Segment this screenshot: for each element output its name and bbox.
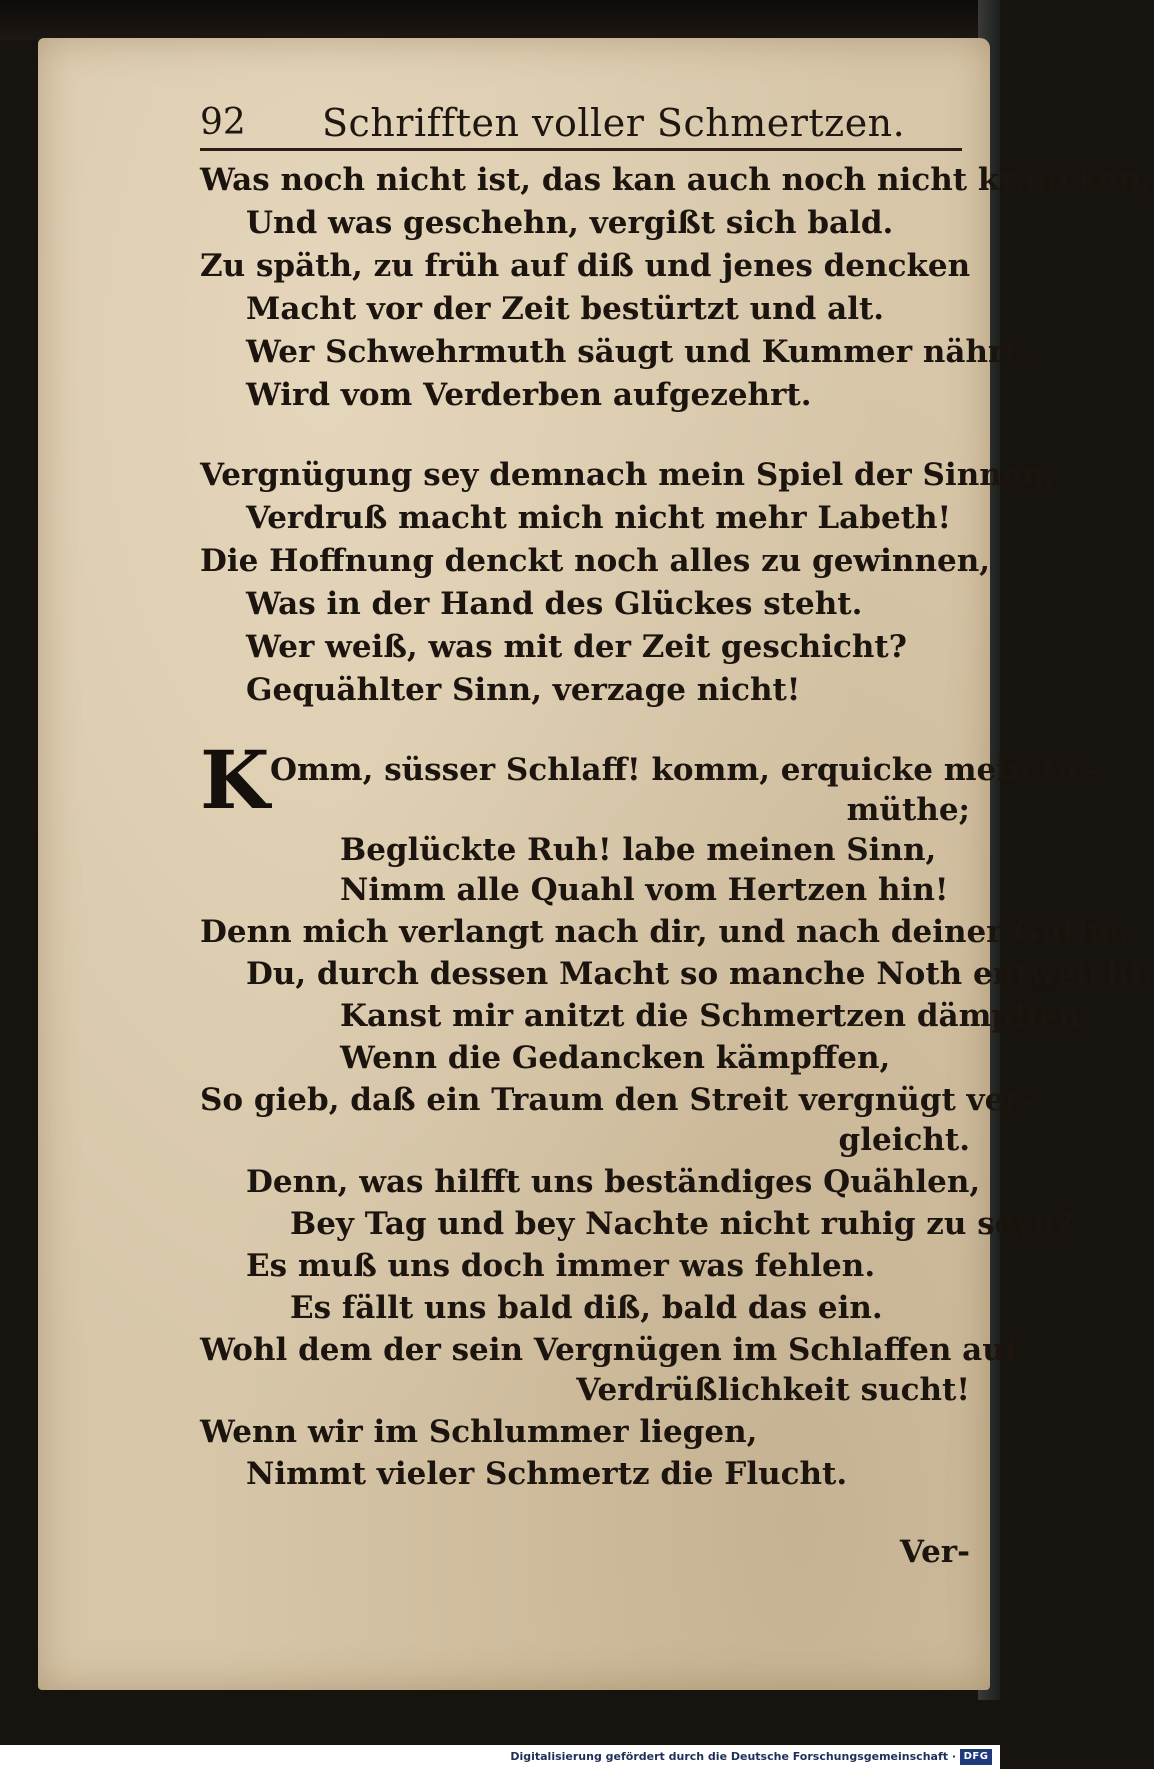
poem-line: Verdruß macht mich nicht mehr Labeth! <box>246 500 952 536</box>
poem-line: Omm, süsser Schlaff! komm, erquicke mein Ge- <box>270 752 1101 788</box>
poem-line: Es fällt uns bald diß, bald das ein. <box>290 1290 883 1326</box>
poem-line: Denn mich verlangt nach dir, und nach deiner Güthe. <box>200 914 1130 950</box>
poem-line: Wird vom Verderben aufgezehrt. <box>246 377 812 413</box>
poem-line: Bey Tag und bey Nachte nicht ruhig zu seyn? <box>290 1206 1074 1242</box>
poem-line: Du, durch dessen Macht so manche Noth entweicht, <box>246 956 1154 992</box>
poem-line-runover: Verdrüßlichkeit sucht! <box>576 1372 970 1408</box>
poem-line: Zu späth, zu früh auf diß und jenes dencken <box>200 248 971 284</box>
poem-line: Vergnügung sey demnach mein Spiel der Sinnen; <box>200 457 1056 493</box>
poem-line: Nimm alle Quahl vom Hertzen hin! <box>340 872 949 908</box>
drop-cap: K <box>200 733 270 827</box>
poem-line: Es muß uns doch immer was fehlen. <box>246 1248 876 1284</box>
poem-line: So gieb, daß ein Traum den Streit vergnügt ver- <box>200 1082 1034 1118</box>
poem-line: Kanst mir anitzt die Schmertzen dämpffen. <box>340 998 1092 1034</box>
poem-line: Beglückte Ruh! labe meinen Sinn, <box>340 832 937 868</box>
poem-line: Was noch nicht ist, das kan auch noch nicht krancken, <box>200 162 1152 198</box>
poem-line: Wenn wir im Schlummer liegen, <box>200 1414 758 1450</box>
poem-line: Wohl dem der sein Vergnügen im Schlaffen auf <box>200 1332 1019 1368</box>
poem-line-runover: müthe; <box>846 792 970 828</box>
poem-line: Macht vor der Zeit bestürtzt und alt. <box>246 291 885 327</box>
poem-line: Wenn die Gedancken kämpffen, <box>340 1040 891 1076</box>
poem-line: Wer weiß, was mit der Zeit geschicht? <box>246 629 907 665</box>
page-number: 92 <box>200 102 246 143</box>
poem-line: Nimmt vieler Schmertz die Flucht. <box>246 1456 848 1492</box>
funding-credit: Digitalisierung gefördert durch die Deutsche Forschungsgemeinschaft · <box>510 1750 956 1763</box>
running-title: Schrifften voller Schmertzen. <box>322 101 906 145</box>
poem-line: Gequählter Sinn, verzage nicht! <box>246 672 801 708</box>
poem-line: Wer Schwehrmuth säugt und Kummer nährt, <box>246 334 1030 370</box>
poem-line-runover: gleicht. <box>838 1122 970 1158</box>
dfg-logo-icon[interactable]: DFG <box>960 1749 992 1765</box>
poem-line: Und was geschehn, vergißt sich bald. <box>246 205 894 241</box>
poem-line: Die Hoffnung denckt noch alles zu gewinnen, <box>200 543 991 579</box>
poem-line: Denn, was hilfft uns beständiges Quählen, <box>246 1164 981 1200</box>
poem-line: Was in der Hand des Glückes steht. <box>246 586 863 622</box>
poem-text <box>200 0 1154 1560</box>
catchword: Ver- <box>899 1534 970 1570</box>
